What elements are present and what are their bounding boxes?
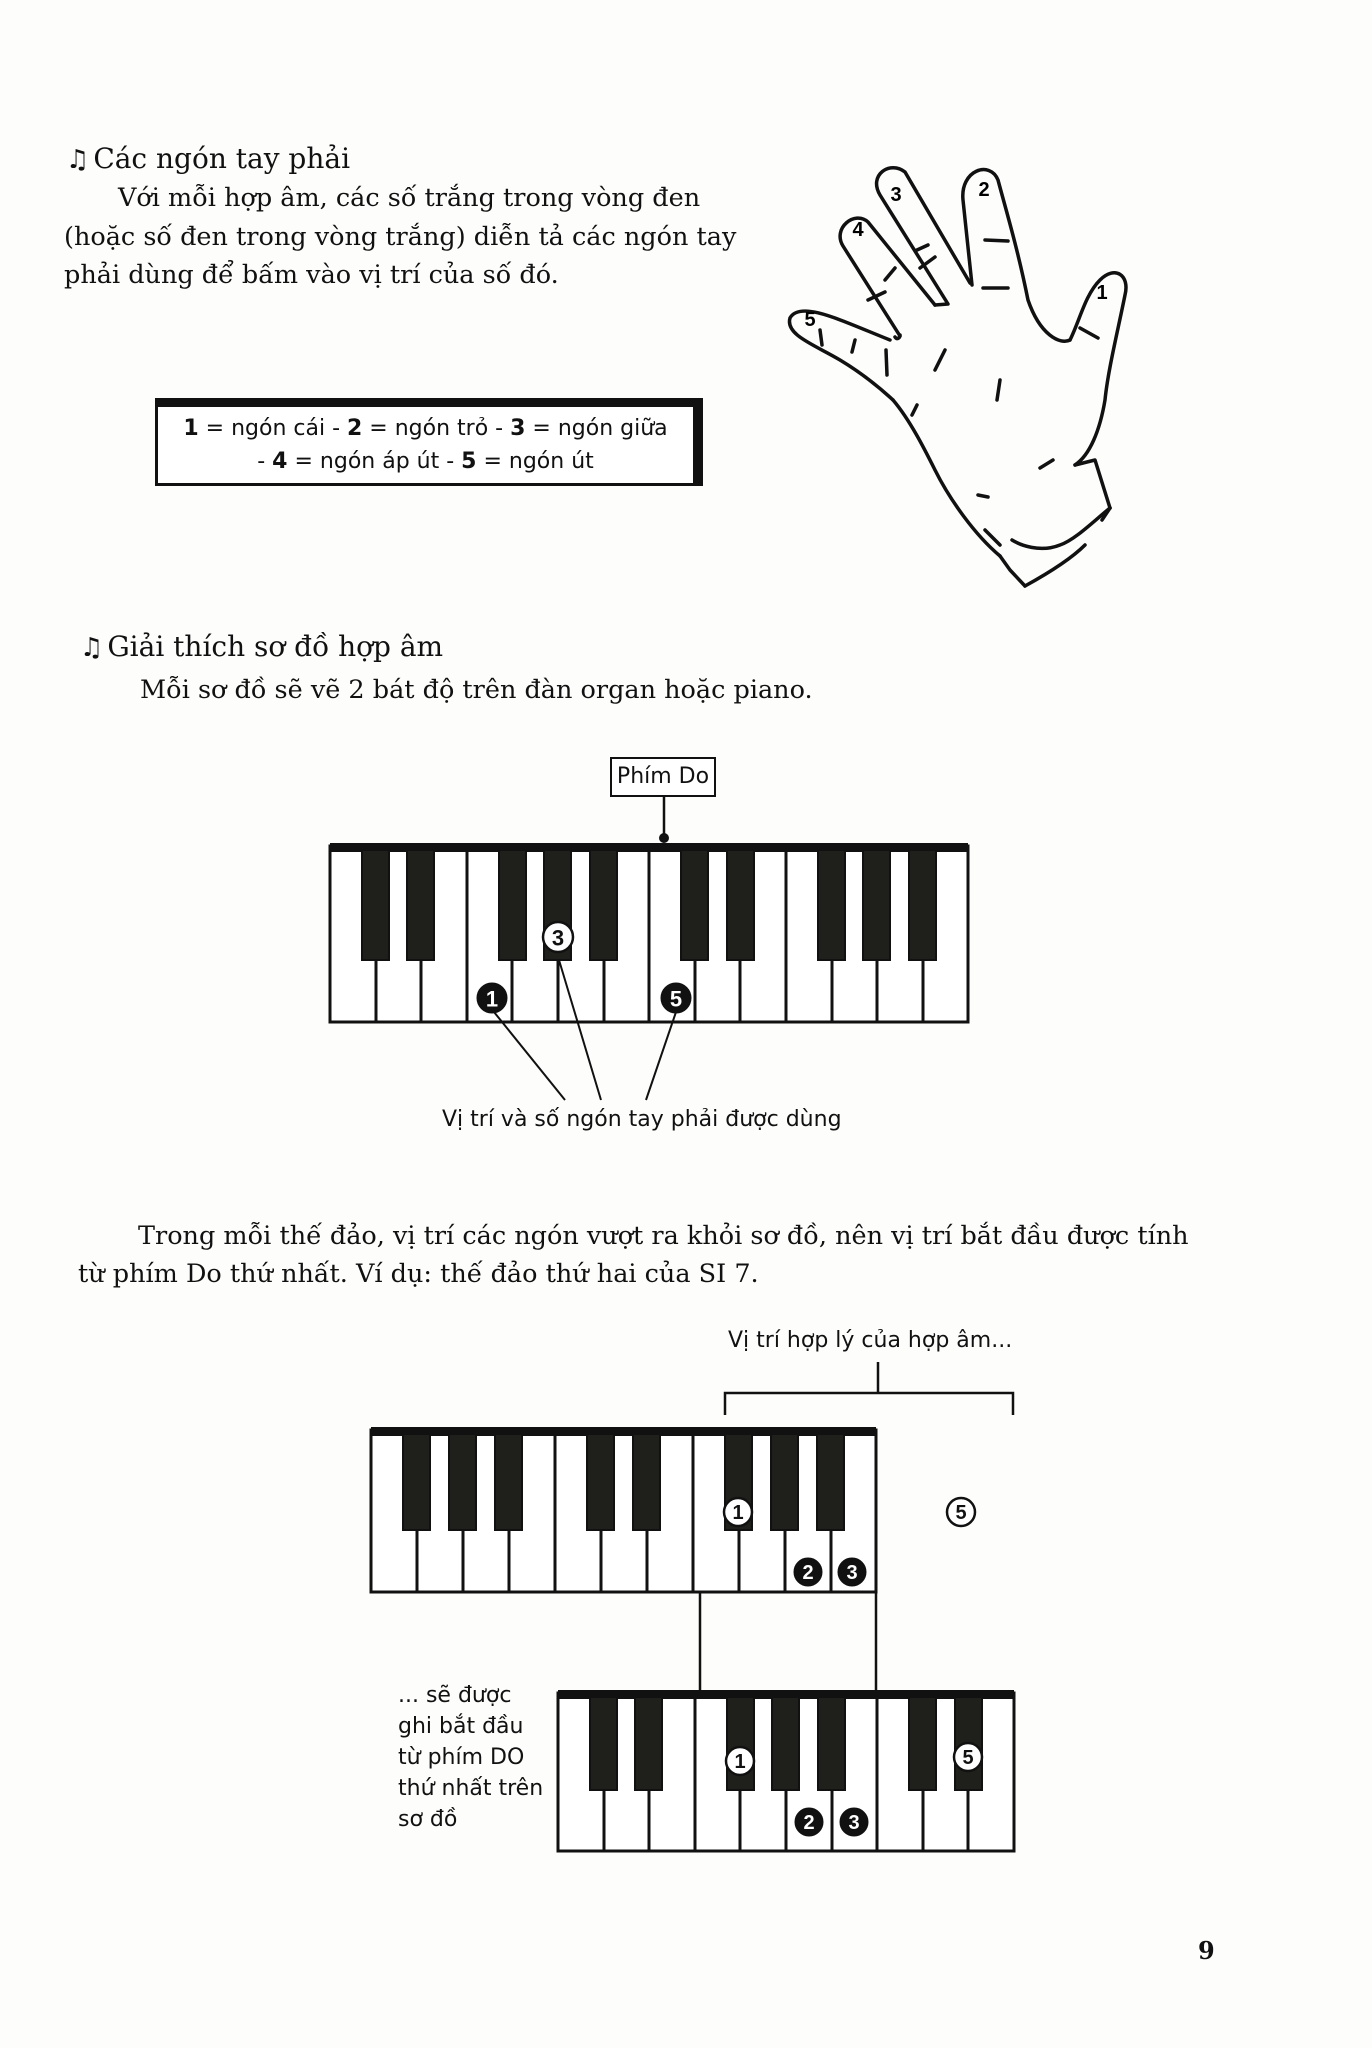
hand-label-4: 4: [852, 219, 864, 241]
finger-number: 5: [669, 986, 683, 1012]
finger-number: 3: [551, 925, 565, 951]
connector-lines: [700, 1592, 876, 1694]
paragraph-line: phải dùng để bấm vào vị trí của số đó.: [64, 260, 559, 290]
paragraph-line: Mỗi sơ đồ sẽ vẽ 2 bát độ trên đàn organ hoặc piano.: [140, 675, 813, 705]
music-note-icon: ♫: [66, 145, 90, 175]
range-bracket: [725, 1362, 1013, 1415]
finger-number: 2: [802, 1562, 814, 1584]
lower-finger-marker-2: [795, 1808, 823, 1836]
lower-finger-marker-1: [726, 1747, 754, 1775]
legend-text: = ngón giữa: [525, 416, 668, 441]
hand-label-1: 1: [1096, 282, 1108, 304]
paragraph-line: Với mỗi hợp âm, các số trắng trong vòng đen: [118, 183, 701, 213]
finger-number: 5: [955, 1502, 967, 1524]
legend-num: 3: [510, 416, 526, 441]
side-note-line: thứ nhất trên: [398, 1776, 544, 1801]
upper-finger-marker-3: [838, 1558, 866, 1586]
side-note-line: từ phím DO: [398, 1745, 525, 1770]
heading-text: Giải thích sơ đồ hợp âm: [107, 630, 444, 663]
hand-label-5: 5: [804, 309, 816, 331]
lower-finger-marker-3: [840, 1808, 868, 1836]
diagram-caption: Vị trí và số ngón tay phải được dùng: [442, 1107, 842, 1132]
finger-number: 5: [962, 1747, 974, 1769]
legend-num: 5: [461, 449, 477, 474]
outside-finger-marker-5: [947, 1498, 975, 1526]
side-note-line: ghi bắt đầu: [398, 1714, 524, 1739]
legend-text: = ngón út: [476, 449, 594, 474]
legend-num: 1: [183, 416, 199, 441]
finger-number: 1: [734, 1751, 746, 1773]
lower-finger-marker-5: [954, 1743, 982, 1771]
paragraph-line: (hoặc số đen trong vòng trắng) diễn tả các ngón tay: [64, 222, 737, 252]
legend-text: -: [257, 449, 273, 474]
legend-text: = ngón trỏ -: [362, 416, 511, 441]
legend-text: = ngón cái -: [198, 416, 347, 441]
bracket-label: Vị trí hợp lý của hợp âm...: [728, 1328, 1013, 1353]
legend-num: 2: [347, 416, 363, 441]
paragraph-line: Trong mỗi thế đảo, vị trí các ngón vượt ra khỏi sơ đồ, nên vị trí bắt đầu được tính: [138, 1221, 1189, 1251]
finger-number: 1: [485, 986, 499, 1012]
legend-text: = ngón áp út -: [287, 449, 462, 474]
upper-finger-marker-1: [724, 1498, 752, 1526]
page-number: 9: [1198, 1936, 1215, 1965]
finger-number: 2: [803, 1812, 815, 1834]
music-note-icon: ♫: [80, 633, 104, 663]
finger-number: 3: [846, 1562, 858, 1584]
heading-text: Các ngón tay phải: [93, 142, 351, 175]
hand-label-3: 3: [890, 184, 902, 206]
finger-number: 3: [848, 1812, 860, 1834]
side-note: [398, 1680, 543, 1835]
finger-number: 1: [732, 1502, 744, 1524]
upper-finger-marker-2: [794, 1558, 822, 1586]
side-note-line: sơ đồ: [398, 1807, 458, 1832]
legend-num: 4: [272, 449, 288, 474]
lower-keyboard-black-keys: [590, 1697, 982, 1790]
paragraph-line: từ phím Do thứ nhất. Ví dụ: thế đảo thứ hai của SI 7.: [78, 1259, 759, 1289]
hand-label-2: 2: [978, 179, 990, 201]
do-key-label: Phím Do: [610, 757, 716, 797]
side-note-line: ... sẽ được: [398, 1683, 512, 1708]
